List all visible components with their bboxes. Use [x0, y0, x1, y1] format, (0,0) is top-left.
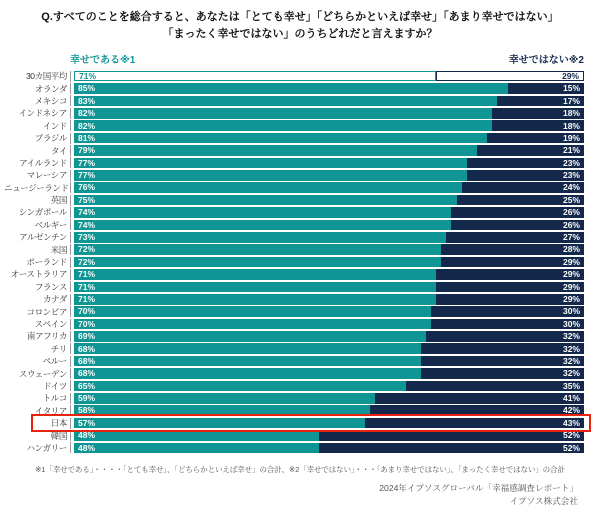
country-label: 韓国	[50, 430, 67, 441]
chart-row	[4, 95, 584, 107]
happy-value-label: 81%	[78, 132, 96, 143]
happy-value-label: 82%	[78, 108, 96, 119]
bar-pair	[74, 418, 584, 429]
chart-row	[4, 367, 584, 379]
not-happy-value-label: 28%	[562, 244, 580, 255]
axis-tick	[67, 418, 71, 429]
axis-tick	[67, 207, 71, 218]
not-happy-value-label: 29%	[562, 269, 580, 280]
not-happy-bar-segment	[457, 195, 585, 206]
happy-value-label: 58%	[78, 405, 96, 416]
happy-bar-segment	[74, 83, 508, 94]
country-label: ドイツ	[43, 380, 67, 391]
chart-row	[4, 417, 584, 429]
happy-value-label: 75%	[78, 194, 96, 205]
source-attribution	[0, 482, 600, 507]
country-label: インド	[42, 120, 67, 131]
bar-pair	[74, 269, 584, 280]
not-happy-value-label: 32%	[562, 355, 580, 366]
axis-tick	[67, 269, 71, 280]
not-happy-value-label: 18%	[562, 108, 580, 119]
axis-tick	[67, 244, 71, 255]
happy-value-label: 85%	[78, 83, 96, 94]
axis-tick	[67, 195, 71, 206]
not-happy-bar-segment	[421, 343, 584, 354]
country-label: コロンビア	[26, 306, 67, 317]
country-label: ポーランド	[26, 257, 67, 268]
not-happy-value-label: 23%	[562, 170, 580, 181]
happy-value-label: 68%	[78, 343, 96, 354]
not-happy-bar-segment	[370, 405, 584, 416]
chart-row	[4, 243, 584, 255]
bar-pair	[74, 393, 584, 404]
axis-tick	[67, 182, 71, 193]
happy-value-label: 79%	[78, 145, 96, 156]
bar-pair	[74, 331, 584, 342]
not-happy-value-label: 19%	[562, 132, 580, 143]
country-label: トルコ	[42, 393, 67, 404]
chart-row	[4, 281, 584, 293]
axis-tick	[67, 120, 71, 131]
not-happy-bar-segment	[436, 71, 584, 82]
happy-bar-segment	[74, 405, 370, 416]
not-happy-value-label: 17%	[562, 95, 580, 106]
axis-tick	[67, 380, 71, 391]
happy-bar-segment	[74, 158, 467, 169]
chart-row	[4, 429, 584, 441]
not-happy-bar-segment	[375, 393, 584, 404]
axis-tick	[67, 281, 71, 292]
not-happy-bar-segment	[431, 319, 584, 330]
axis-tick	[67, 294, 71, 305]
bar-pair	[74, 220, 584, 231]
not-happy-bar-segment	[421, 356, 584, 367]
stacked-bar-chart	[0, 70, 600, 454]
not-happy-bar-segment	[467, 170, 584, 181]
bar-pair	[74, 120, 584, 131]
chart-row	[4, 157, 584, 169]
not-happy-bar-segment	[467, 158, 584, 169]
chart-title	[0, 9, 600, 42]
country-label: 英国	[50, 195, 67, 206]
country-label: アルゼンチン	[19, 232, 67, 243]
happy-value-label: 59%	[78, 393, 96, 404]
not-happy-bar-segment	[365, 418, 584, 429]
country-label: ペルー	[42, 356, 67, 367]
bar-pair	[74, 207, 584, 218]
country-label: オーストラリア	[10, 269, 67, 280]
not-happy-value-label: 25%	[562, 194, 580, 205]
axis-tick	[67, 170, 71, 181]
chart-row	[4, 256, 584, 268]
chart-row	[4, 219, 584, 231]
happy-bar-segment	[74, 96, 497, 107]
happy-value-label: 77%	[78, 170, 96, 181]
not-happy-value-label: 29%	[562, 256, 580, 267]
chart-row	[4, 392, 584, 404]
not-happy-bar-segment	[441, 244, 584, 255]
not-happy-bar-segment	[477, 145, 584, 156]
happy-bar-segment	[74, 232, 446, 243]
happy-bar-segment	[74, 343, 421, 354]
country-label: スウェーデン	[18, 368, 67, 379]
not-happy-value-label: 24%	[562, 182, 580, 193]
country-label: カナダ	[43, 294, 67, 305]
happy-value-label: 77%	[78, 157, 96, 168]
happy-value-label: 83%	[78, 95, 96, 106]
bar-pair	[74, 443, 584, 454]
happy-bar-segment	[74, 418, 365, 429]
axis-tick	[67, 368, 71, 379]
happy-value-label: 71%	[78, 269, 96, 280]
happy-value-label: 48%	[78, 430, 96, 441]
axis-tick	[67, 331, 71, 342]
axis-tick	[67, 83, 71, 94]
country-label: 30カ国平均	[25, 71, 67, 82]
chart-title-line2: 「まったく幸せではない」のうちどれだと言えますか？	[162, 27, 438, 40]
not-happy-value-label: 42%	[562, 405, 580, 416]
country-label: ニュージーランド	[4, 182, 69, 193]
happy-bar-segment	[74, 220, 451, 231]
source-line1: 2024年イプソスグローバル「幸福感調査レポート」	[379, 483, 578, 494]
not-happy-value-label: 41%	[562, 393, 580, 404]
happy-value-label: 82%	[78, 120, 96, 131]
bar-pair	[74, 158, 584, 169]
happy-value-label: 72%	[78, 244, 96, 255]
not-happy-value-label: 23%	[562, 157, 580, 168]
chart-row	[4, 120, 584, 132]
legend-not-happy-label: 幸せではない※2	[508, 55, 584, 66]
axis-tick	[67, 232, 71, 243]
happy-bar-segment	[74, 182, 462, 193]
bar-pair	[74, 319, 584, 330]
not-happy-bar-segment	[451, 220, 584, 231]
happy-bar-segment	[74, 108, 492, 119]
not-happy-bar-segment	[446, 232, 584, 243]
happy-value-label: 74%	[78, 219, 96, 230]
chart-title-line1: Q.すべてのことを総合すると、あなたは「とても幸せ」「どちらかといえば幸せ」「あまり幸せではない」	[41, 11, 559, 23]
chart-row	[4, 305, 584, 317]
country-label: イタリア	[34, 405, 67, 416]
happy-value-label: 71%	[79, 70, 97, 81]
bar-pair	[74, 71, 584, 82]
not-happy-value-label: 52%	[562, 442, 580, 453]
chart-row	[4, 355, 584, 367]
chart-row	[4, 132, 584, 144]
happy-value-label: 70%	[78, 318, 96, 329]
chart-row	[4, 293, 584, 305]
bar-pair	[74, 343, 584, 354]
country-label: 南アフリカ	[26, 331, 67, 342]
chart-row	[4, 70, 584, 82]
happy-bar-segment	[74, 282, 436, 293]
not-happy-bar-segment	[406, 381, 585, 392]
chart-row	[4, 343, 584, 355]
country-label: アイルランド	[19, 157, 67, 168]
not-happy-bar-segment	[421, 368, 584, 379]
axis-tick	[67, 306, 71, 317]
not-happy-value-label: 26%	[562, 219, 580, 230]
not-happy-bar-segment	[319, 430, 584, 441]
axis-tick	[67, 393, 71, 404]
country-label: 米国	[50, 244, 67, 255]
happy-value-label: 76%	[78, 182, 96, 193]
happy-bar-segment	[74, 430, 319, 441]
not-happy-bar-segment	[436, 269, 584, 280]
country-label: チリ	[50, 343, 67, 354]
axis-tick	[67, 219, 71, 230]
axis-tick	[67, 442, 71, 453]
happy-bar-segment	[74, 133, 487, 144]
happy-bar-segment	[74, 443, 319, 454]
axis-tick	[67, 95, 71, 106]
not-happy-value-label: 29%	[562, 293, 580, 304]
axis-tick	[67, 108, 71, 119]
axis-tick	[67, 157, 71, 168]
axis-tick	[67, 257, 71, 268]
axis-tick	[67, 71, 71, 82]
bar-pair	[74, 405, 584, 416]
chart-row	[4, 194, 584, 206]
not-happy-bar-segment	[436, 294, 584, 305]
happy-bar-segment	[74, 381, 406, 392]
happy-bar-segment	[74, 170, 467, 181]
not-happy-bar-segment	[508, 83, 585, 94]
happy-value-label: 74%	[78, 207, 96, 218]
happy-bar-segment	[74, 257, 441, 268]
axis-tick	[67, 319, 71, 330]
footnote: ※1「幸せである」・・・・「とても幸せ」、「どちらかといえば幸せ」の合計、※2「幸せではない」・・・「あまり幸せではない」、「まったく幸せではない」の合計	[35, 465, 565, 475]
not-happy-value-label: 35%	[562, 380, 580, 391]
chart-row	[4, 268, 584, 280]
country-label: ベルギー	[34, 219, 67, 230]
not-happy-value-label: 43%	[562, 417, 580, 428]
axis-tick	[67, 343, 71, 354]
not-happy-bar-segment	[319, 443, 584, 454]
not-happy-value-label: 27%	[562, 232, 580, 243]
not-happy-bar-segment	[497, 96, 584, 107]
legend-happy-label: 幸せである※1	[70, 55, 136, 66]
country-label: オランダ	[34, 83, 67, 94]
bar-pair	[74, 96, 584, 107]
country-label: マレーシア	[26, 170, 67, 181]
chart-row	[4, 442, 584, 454]
not-happy-bar-segment	[451, 207, 584, 218]
happy-bar-segment	[74, 244, 441, 255]
not-happy-bar-segment	[431, 306, 584, 317]
bar-pair	[74, 232, 584, 243]
chart-row	[4, 182, 584, 194]
happy-value-label: 71%	[78, 293, 96, 304]
chart-row	[4, 405, 584, 417]
not-happy-value-label: 30%	[562, 318, 580, 329]
not-happy-value-label: 32%	[562, 331, 580, 342]
happy-value-label: 57%	[78, 417, 96, 428]
not-happy-value-label: 32%	[562, 368, 580, 379]
bar-pair	[74, 133, 584, 144]
happy-bar-segment	[74, 331, 426, 342]
axis-tick	[67, 145, 71, 156]
bar-pair	[74, 195, 584, 206]
country-label: ブラジル	[34, 133, 67, 144]
chart-row	[4, 206, 584, 218]
not-happy-bar-segment	[487, 133, 584, 144]
country-label: フランス	[34, 281, 67, 292]
bar-pair	[74, 108, 584, 119]
country-label: メキシコ	[34, 95, 67, 106]
happy-bar-segment	[74, 195, 457, 206]
chart-row	[4, 82, 584, 94]
not-happy-value-label: 29%	[561, 70, 579, 81]
chart-row	[4, 231, 584, 243]
happy-bar-segment	[74, 368, 421, 379]
bar-pair	[74, 294, 584, 305]
not-happy-value-label: 18%	[562, 120, 580, 131]
happy-bar-segment	[74, 393, 375, 404]
legend	[70, 51, 584, 66]
country-label: ハンガリー	[26, 442, 67, 453]
country-label: インドネシア	[18, 108, 67, 119]
happy-value-label: 48%	[78, 442, 96, 453]
not-happy-value-label: 32%	[562, 343, 580, 354]
not-happy-value-label: 21%	[562, 145, 580, 156]
bar-pair	[74, 170, 584, 181]
happy-value-label: 70%	[78, 306, 96, 317]
happy-bar-segment	[74, 319, 431, 330]
axis-tick	[67, 430, 71, 441]
bar-pair	[74, 257, 584, 268]
bar-pair	[74, 356, 584, 367]
country-label: シンガポール	[18, 207, 67, 218]
bar-pair	[74, 244, 584, 255]
not-happy-bar-segment	[441, 257, 584, 268]
bar-pair	[74, 430, 584, 441]
happy-bar-segment	[74, 356, 421, 367]
not-happy-bar-segment	[492, 108, 584, 119]
not-happy-bar-segment	[492, 120, 584, 131]
happy-bar-segment	[74, 269, 436, 280]
chart-row	[4, 144, 584, 156]
bar-pair	[74, 282, 584, 293]
bar-pair	[74, 381, 584, 392]
happy-value-label: 72%	[78, 256, 96, 267]
not-happy-bar-segment	[436, 282, 584, 293]
chart-row	[4, 169, 584, 181]
source-line2: イプソス株式会社	[509, 495, 578, 506]
happy-bar-segment	[74, 306, 431, 317]
happy-value-label: 68%	[78, 368, 96, 379]
happy-value-label: 71%	[78, 281, 96, 292]
happy-value-label: 68%	[78, 355, 96, 366]
happy-bar-segment	[74, 207, 451, 218]
not-happy-value-label: 52%	[562, 430, 580, 441]
happy-value-label: 65%	[78, 380, 96, 391]
bar-pair	[74, 306, 584, 317]
happy-bar-segment	[74, 294, 436, 305]
country-label: タイ	[50, 145, 67, 156]
bar-pair	[74, 83, 584, 94]
happy-bar-segment	[74, 120, 492, 131]
axis-tick	[67, 405, 71, 416]
bar-pair	[74, 145, 584, 156]
bar-pair	[74, 182, 584, 193]
chart-row	[4, 107, 584, 119]
not-happy-value-label: 26%	[562, 207, 580, 218]
axis-tick	[67, 133, 71, 144]
happy-bar-segment	[74, 71, 436, 82]
happy-value-label: 69%	[78, 331, 96, 342]
not-happy-bar-segment	[426, 331, 584, 342]
country-label: スペイン	[34, 319, 67, 329]
chart-row	[4, 318, 584, 330]
not-happy-value-label: 29%	[562, 281, 580, 292]
bar-pair	[74, 368, 584, 379]
not-happy-value-label: 15%	[562, 83, 580, 94]
happy-bar-segment	[74, 145, 477, 156]
happy-value-label: 73%	[78, 232, 96, 243]
country-label: 日本	[50, 418, 67, 429]
axis-tick	[67, 356, 71, 367]
chart-row	[4, 380, 584, 392]
not-happy-bar-segment	[462, 182, 584, 193]
chart-row	[4, 330, 584, 342]
not-happy-value-label: 30%	[562, 306, 580, 317]
